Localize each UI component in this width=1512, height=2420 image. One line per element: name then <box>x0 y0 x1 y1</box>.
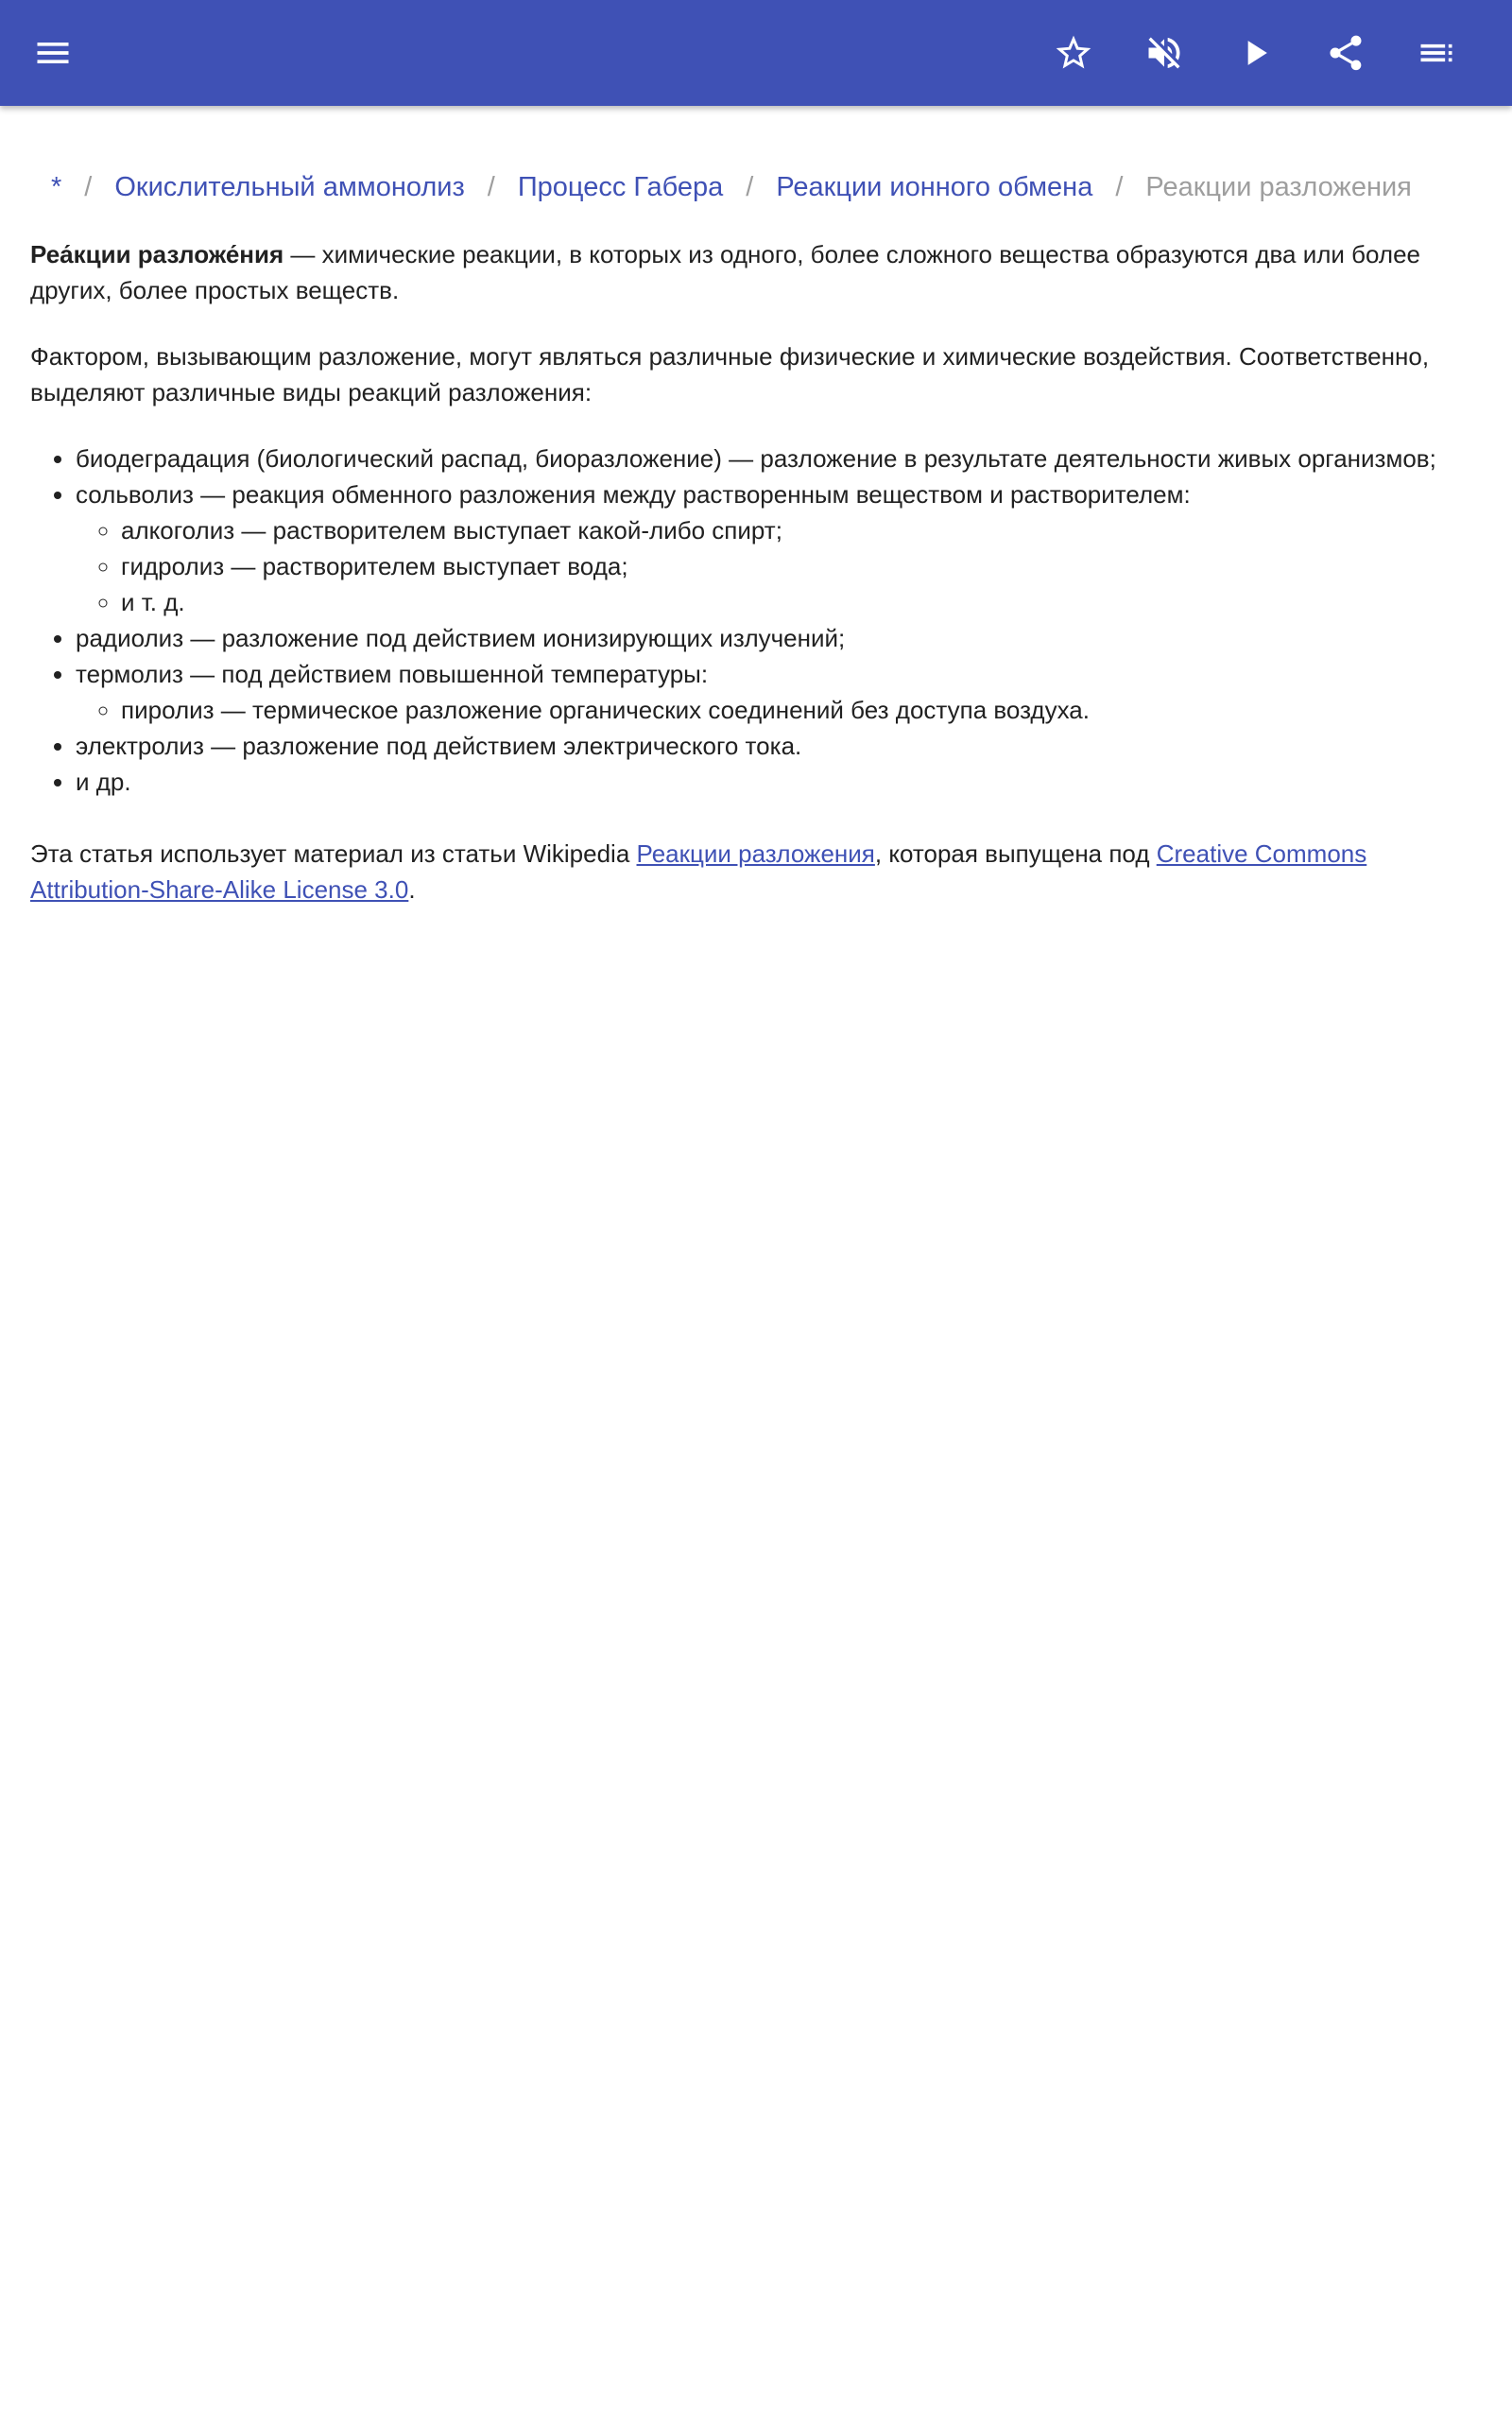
list-item: ◦ гидролиз — растворителем выступает вода; <box>121 548 1482 584</box>
attribution-middle: , которая выпущена под <box>874 839 1157 868</box>
list-item: ◦ алкоголиз — растворителем выступает какой-либо спирт; <box>121 512 1482 548</box>
breadcrumb-item-haber-process[interactable]: Процесс Габера <box>517 172 724 202</box>
list-item-text: и др. <box>76 768 131 796</box>
factors-paragraph: Фактором, вызывающим разложение, могут являться различные физические и химические воздействия. Соответственно, выделяют различные виды реакций разложения: <box>30 342 1430 406</box>
list-item <box>76 728 1482 764</box>
list-item <box>76 620 1482 656</box>
menu-button[interactable] <box>23 23 83 83</box>
list-item-text: сольволиз — реакция обменного разложения между растворенным веществом и растворителем: <box>76 480 1191 509</box>
breadcrumb-separator: / <box>746 172 754 202</box>
breadcrumb-separator: / <box>487 172 495 202</box>
article-term: Реа́кции разложе́ния <box>30 240 284 268</box>
star-icon <box>1053 32 1094 74</box>
play-icon <box>1234 32 1276 74</box>
list-item: ◦ пиролиз — термическое разложение органических соединений без доступа воздуха. <box>121 692 1482 728</box>
list-item: ◦ и т. д. <box>121 584 1482 620</box>
list-item <box>76 441 1482 476</box>
article-content <box>30 106 1482 908</box>
attribution-paragraph <box>30 836 1482 908</box>
list-item <box>76 764 1482 800</box>
list-item-text: электролиз — разложение под действием электрического тока. <box>76 732 802 760</box>
share-icon <box>1325 32 1366 74</box>
attribution-suffix: . <box>408 875 416 904</box>
article-definition: — химические реакции, в которых из одного, более сложного вещества образуются два или более других, более простых веществ. <box>30 240 1421 304</box>
toc-icon <box>1416 32 1457 74</box>
license-link[interactable]: Creative Commons Attribution-Share-Alike License 3.0 <box>30 839 1367 904</box>
decomposition-kinds-list <box>30 441 1482 800</box>
app-bar <box>0 0 1512 106</box>
list-item-text: термолиз — под действием повышенной температуры: <box>76 660 709 688</box>
breadcrumb-item-oxidative-ammonolysis[interactable]: Окислительный аммонолиз <box>114 172 465 202</box>
bookmark-button[interactable] <box>1043 23 1104 83</box>
thermolysis-sublist <box>76 692 1482 728</box>
play-button[interactable] <box>1225 23 1285 83</box>
breadcrumb-item-home[interactable]: * <box>51 172 62 202</box>
attribution-prefix: Эта статья использует материал из статьи Wikipedia <box>30 839 637 868</box>
source-article-link[interactable]: Реакции разложения <box>636 839 875 868</box>
volume-off-icon <box>1143 32 1185 74</box>
list-item-text: радиолиз — разложение под действием ионизирующих излучений; <box>76 624 846 652</box>
mute-button[interactable] <box>1134 23 1194 83</box>
menu-icon <box>32 32 74 74</box>
solvolysis-sublist <box>76 512 1482 620</box>
table-of-contents-button[interactable] <box>1406 23 1467 83</box>
intro-paragraph <box>30 236 1482 308</box>
share-button[interactable] <box>1315 23 1376 83</box>
breadcrumb-current: Реакции разложения <box>1145 172 1412 202</box>
breadcrumb-separator: / <box>84 172 93 202</box>
list-item-text: биодеградация (биологический распад, биоразложение) — разложение в результате деятельности живых организмов; <box>76 444 1436 473</box>
list-item <box>76 476 1482 620</box>
breadcrumb <box>51 168 1482 206</box>
breadcrumb-separator: / <box>1115 172 1124 202</box>
list-item <box>76 656 1482 728</box>
breadcrumb-item-ion-exchange-reactions[interactable]: Реакции ионного обмена <box>776 172 1093 202</box>
